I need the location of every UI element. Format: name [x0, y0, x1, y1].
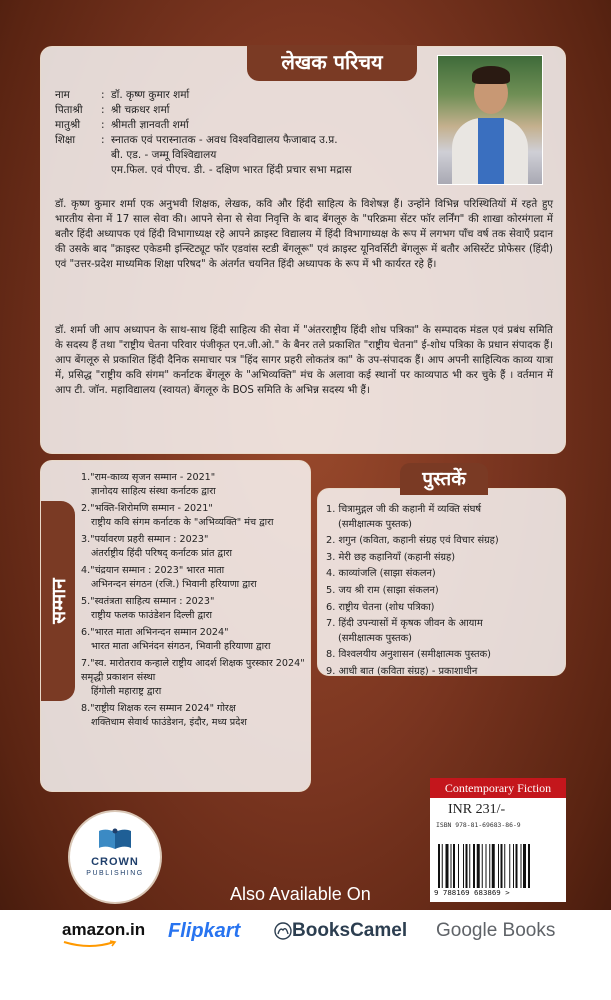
honor-title: 7."स्व. मारोतराव कन्हाले राष्ट्रीय आदर्श शिक्षक पुरस्कार 2024" समृद्धी प्रकाशन संस्था — [81, 658, 305, 683]
list-item — [326, 648, 562, 663]
price-label: INR 231/- — [448, 802, 506, 817]
info-row — [55, 162, 352, 177]
barcode-bar — [466, 844, 468, 888]
barcode-bar — [504, 844, 505, 888]
bio-title: लेखक परिचय — [247, 45, 417, 81]
list-item — [326, 617, 562, 646]
honors-panel — [40, 460, 311, 792]
info-row — [55, 87, 352, 102]
honor-org: अंतर्राष्ट्रीय हिंदी परिषद् कर्नाटक प्रांत द्वारा — [91, 548, 232, 559]
publisher-logo — [70, 812, 160, 902]
books-list — [326, 503, 562, 682]
list-item — [81, 471, 307, 499]
info-value: एम.फिल. एवं पीएच. डी. - दक्षिण भारत हिंदी प्रचार सभा मद्रास — [111, 163, 352, 176]
books-title: पुस्तकें — [400, 463, 488, 495]
list-item — [81, 564, 307, 592]
list-item — [326, 584, 562, 599]
list-item — [81, 702, 307, 730]
book-text: 7. हिंदी उपन्यासों में कृषक जीवन के आयाम — [326, 618, 483, 630]
books-panel — [317, 468, 566, 677]
open-book-icon — [98, 828, 132, 850]
book-text: 6. राष्ट्रीय चेतना (शोध पत्रिका) — [326, 601, 435, 613]
honor-org: अभिनन्दन संगठन (रजि.) भिवानी हरियाणा द्वारा — [91, 579, 257, 590]
isbn-label: ISBN 978-81-69683-86-9 — [436, 821, 521, 829]
info-label: पिताश्री — [55, 103, 83, 116]
book-text: 5. जय श्री राम (साझा संकलन) — [326, 584, 439, 596]
list-item — [81, 657, 307, 699]
author-bio-panel — [40, 46, 566, 454]
honor-title: 1."राम-काव्य सृजन सम्मान - 2021" — [81, 472, 216, 483]
barcode-bar — [463, 844, 464, 888]
list-item — [81, 533, 307, 561]
barcode-bar — [451, 844, 452, 888]
info-label: नाम — [55, 88, 70, 101]
info-value: बी. एड. - जम्मू विश्विद्यालय — [111, 148, 217, 161]
barcode-bar — [458, 844, 459, 888]
barcode-bar — [498, 844, 499, 888]
info-label: मातुश्री — [55, 118, 81, 131]
google-books-logo[interactable]: Google Books — [436, 920, 556, 941]
honor-org: हिंगोली महाराष्ट्र द्वारा — [91, 686, 162, 697]
info-row — [55, 117, 352, 132]
book-sub: (समीक्षात्मक पुस्तक) — [338, 632, 412, 644]
list-item — [326, 601, 562, 616]
info-row — [55, 147, 352, 162]
bio-paragraph-2: डॉ. शर्मा जी आप अध्यापन के साथ-साथ हिंदी साहित्य की सेवा में "अंतरराष्ट्रीय हिंदी शोध पत्रिका" के सम्पादक मंडल एवं प्रबंध समिति के सदस्य हैं तथा "राष्ट्रीय चेतना परिवार पंजीकृत एन.जी.ओ." के बैनर तले प्रकाशित "राष्ट्रीय चेतना" ई-शोध पत्रिका के प्रधान संपादक हैं। आप बेंगलूरु से प्रकाशित हिंदी दैनिक समाचार पत्र "हिंद सागर प्रहरी लोकतंत्र का" के उप-संपादक हैं। आप अपनी साहित्यिक काव्य यात्रा में, प्रसिद्ध "राष्ट्रीय कवि संगम" कर्नाटक बेंगलूरु के "अभिव्यक्ति" मंच के अलावा कई स्थानों पर काव्यपाठ भी कर चुके हैं । वर्तमान में आप टी. जॉन. महाविद्यालय (स्वायत) बेंगलूरु के BOS समिति के अभिन्न सदस्य भी हैं। — [55, 325, 553, 396]
barcode-bar — [442, 844, 443, 888]
amazon-logo[interactable]: amazon.in — [62, 920, 146, 939]
author-info-table — [55, 87, 352, 177]
barcode-bar — [469, 844, 470, 888]
honor-org: ज्ञानोदय साहित्य संस्था कर्नाटक द्वारा — [91, 486, 216, 497]
book-text: 1. चित्रामुद्गल जी की कहानी में व्यक्ति संघर्ष — [326, 504, 482, 515]
honor-title: 8."राष्ट्रीय शिक्षक रत्न सम्मान 2024" गोरक्ष — [81, 703, 236, 714]
info-value: श्रीमती ज्ञानवती शर्मा — [111, 118, 189, 131]
barcode — [436, 844, 560, 888]
honor-org: राष्ट्रीय फलक फाउंडेशन दिल्ली द्वारा — [91, 610, 212, 621]
barcode-number: 9 788169 683869 > — [434, 888, 510, 897]
book-text: 2. शगुन (कविता, कहानी संग्रह एवं विचार संग्रह) — [326, 535, 499, 547]
honor-title: 4."चंद्रयान सम्मान : 2023" भारत माता — [81, 565, 225, 576]
info-colon: : — [101, 118, 105, 131]
honor-title: 6."भारत माता अभिनन्दन सम्मान 2024" — [81, 627, 229, 638]
honor-title: 2."भक्ति-शिरोमणि सम्मान - 2021" — [81, 503, 213, 514]
book-text: 9. आधी बात (कविता संग्रह) - प्रकाशाधीन — [326, 665, 478, 677]
barcode-bar — [489, 844, 490, 888]
info-colon: : — [101, 88, 105, 101]
info-value: श्री चक्रधर शर्मा — [111, 103, 170, 116]
honor-title: 3."पर्यावरण प्रहरी सम्मान : 2023" — [81, 534, 209, 545]
list-item — [326, 665, 562, 680]
info-colon: : — [101, 133, 105, 146]
list-item — [326, 503, 562, 532]
info-row — [55, 102, 352, 117]
stores-bar — [0, 910, 611, 1000]
honor-title: 5."स्वतंत्रता साहित्य सम्मान : 2023" — [81, 596, 215, 607]
amazon-smile-icon — [62, 940, 118, 948]
price-isbn-box — [430, 778, 566, 902]
publisher-subtitle: PUBLISHING — [86, 870, 144, 877]
barcode-bar — [528, 844, 530, 888]
barcode-bar — [446, 844, 449, 888]
book-text: 8. विश्वलयीय अनुशासन (समीक्षात्मक पुस्तक) — [326, 649, 491, 661]
barcode-bar — [509, 844, 510, 888]
barcode-bar — [438, 844, 440, 888]
honor-org: भारत माता अभिनंदन संगठन, भिवानी हरियाणा द्वारा — [91, 641, 271, 652]
author-photo — [437, 55, 543, 185]
list-item — [326, 551, 562, 566]
publisher-name: CROWN — [91, 856, 139, 868]
info-row — [55, 132, 352, 147]
barcode-bar — [486, 844, 487, 888]
list-item — [81, 626, 307, 654]
honor-org: राष्ट्रीय कवि संगम कर्नाटक के "अभिव्यक्ति" मंच द्वारा — [91, 517, 274, 528]
info-colon: : — [101, 103, 105, 116]
info-value: स्नातक एवं परास्नातक - अवध विश्वविद्यालय फैजाबाद उ.प्र. — [111, 133, 338, 146]
flipkart-logo[interactable]: Flipkart — [168, 920, 241, 942]
camel-icon — [274, 922, 292, 940]
honors-tab — [41, 501, 75, 701]
barcode-bar — [513, 844, 514, 888]
info-value: डॉ. कृष्ण कुमार शर्मा — [111, 88, 190, 101]
list-item — [81, 595, 307, 623]
book-sub: (समीक्षात्मक पुस्तक) — [338, 518, 412, 530]
honors-tab-label: सम्मान — [48, 578, 70, 624]
bookscamel-logo[interactable]: BooksCamel — [292, 920, 408, 941]
barcode-bar — [521, 844, 522, 888]
barcode-bar — [492, 844, 495, 888]
book-text: 4. काव्यांजलि (साझा संकलन) — [326, 568, 436, 580]
barcode-bar — [516, 844, 518, 888]
bio-paragraph-1: डॉ. कृष्ण कुमार शर्मा एक अनुभवी शिक्षक, लेखक, कवि और हिंदी साहित्य के विशेषज्ञ हैं। उन्होंने विभिन्न परिस्थितियों में रहते हुए भारतीय सेना में 17 साल सेवा की। आपने सेना से सेवा निवृत्ति के बाद बेंगलूरु के "परिक्रमा सेंटर फॉर लर्निंग" की शाखा कोरमंगला में बतौर हिंदी अध्यापक एवं हिंदी विभागाध्यक्ष रहे आपने क्राइस्ट विद्यालय में हिंदी विभागाध्यक्ष के रूप में लगभग पाँच वर्ष तक सेवाएँ प्रदान की उसके बाद "क्राइस्ट एकेडमी इन्स्टिट्यूट फॉर एडवांस स्टडी बेंगलूरू" एवं क्राइस्ट यूनिवर्सिटी बेंगलूरू में बतौर असिस्टेंट प्रोफेसर (हिंदी) एवं "उत्तर-प्रदेश माध्यमिक शिक्षा परिषद" के अंतर्गत चयनित हिंदी अध्यापक के रूप में भी कार्यरत रहे हैं। — [55, 199, 553, 270]
barcode-bar — [482, 844, 483, 888]
barcode-bar — [477, 844, 480, 888]
barcode-bar — [453, 844, 455, 888]
barcode-bar — [501, 844, 503, 888]
genre-label: Contemporary Fiction — [430, 778, 566, 798]
info-label: शिक्षा — [55, 133, 76, 146]
list-item — [326, 567, 562, 582]
barcode-bar — [523, 844, 526, 888]
barcode-bar — [473, 844, 475, 888]
list-item — [81, 502, 307, 530]
book-text: 3. मेरी छह कहानियाँ (कहानी संग्रह) — [326, 551, 456, 563]
list-item — [326, 534, 562, 549]
honors-list — [81, 471, 307, 733]
honor-org: शक्तिधाम सेवार्थ फाउंडेशन, इंदौर, मध्य प्रदेश — [91, 717, 247, 728]
also-available-heading: Also Available On — [230, 884, 371, 904]
